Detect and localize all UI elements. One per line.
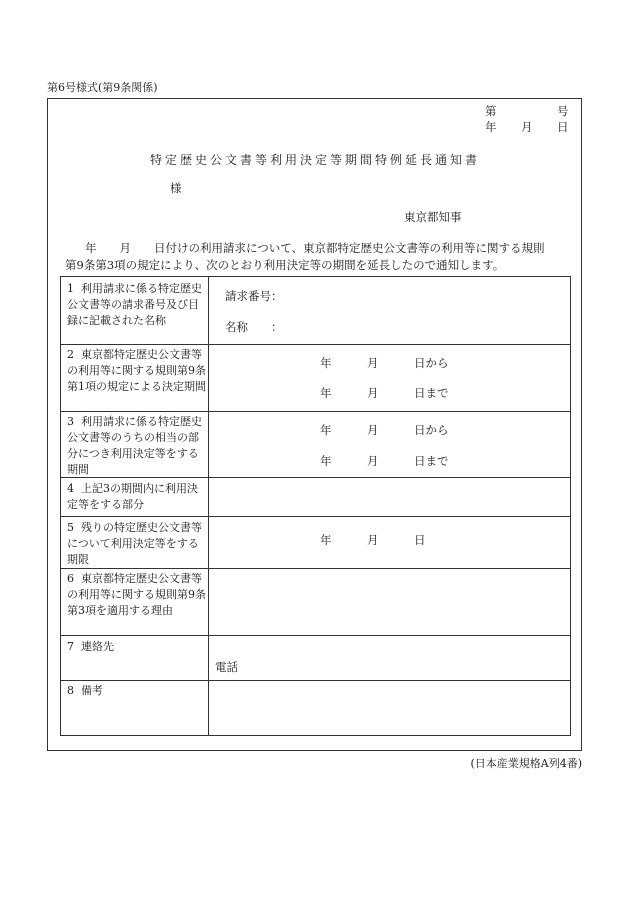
phone-field: 電話 bbox=[215, 660, 238, 674]
details-table bbox=[60, 276, 571, 736]
row-divider bbox=[61, 516, 570, 517]
partial-from-month: 月 bbox=[367, 423, 379, 437]
deadline-day: 日 bbox=[414, 533, 426, 547]
partial-to-year: 年 bbox=[320, 454, 332, 468]
doc-number-suffix: 号 bbox=[557, 104, 569, 118]
date-day-label: 日 bbox=[557, 120, 569, 134]
period-to-month: 月 bbox=[367, 386, 379, 400]
row-divider bbox=[61, 344, 570, 345]
item-5: 5 残りの特定歴史公文書等について利用決定等をする期限 bbox=[67, 521, 202, 566]
document-title: 特定歴史公文書等利用決定等期間特例延長通知書 bbox=[149, 153, 480, 167]
addressee-suffix: 様 bbox=[170, 181, 182, 195]
item-6: 6 東京都特定歴史公文書等の利用等に関する規則第9条第3項を適用する理由 bbox=[67, 572, 206, 617]
period-from-year: 年 bbox=[320, 356, 332, 370]
row-divider bbox=[61, 568, 570, 569]
item-4: 4 上記3の期間内に利用決定等をする部分 bbox=[67, 482, 198, 511]
request-number-field: 請求番号： bbox=[225, 289, 283, 303]
period-to-year: 年 bbox=[320, 386, 332, 400]
partial-to-day: 日まで bbox=[414, 454, 449, 468]
item-8: 8 備考 bbox=[67, 684, 103, 697]
deadline-month: 月 bbox=[367, 533, 379, 547]
item-2: 2 東京都特定歴史公文書等の利用等に関する規則第9条第1項の規定による決定期間 bbox=[67, 348, 206, 393]
body-line-2: 第9条第3項の規定により、次のとおり利用決定等の期間を延長したので通知します。 bbox=[65, 258, 505, 272]
doc-number-prefix: 第 bbox=[485, 104, 497, 118]
partial-to-month: 月 bbox=[367, 454, 379, 468]
partial-from-day: 日から bbox=[414, 423, 449, 437]
period-from-month: 月 bbox=[367, 356, 379, 370]
name-field: 名称 ： bbox=[225, 320, 283, 334]
issuer: 東京都知事 bbox=[404, 210, 462, 224]
paper-size-note: (日本産業規格A列4番) bbox=[470, 757, 582, 770]
period-to-day: 日まで bbox=[414, 386, 449, 400]
item-3: 3 利用請求に係る特定歴史公文書等のうちの相当の部分につき利用決定等をする期間 bbox=[67, 415, 202, 476]
period-from-day: 日から bbox=[414, 356, 449, 370]
row-divider bbox=[61, 680, 570, 681]
body-text bbox=[62, 240, 570, 274]
date-month-label: 月 bbox=[521, 120, 533, 134]
deadline-year: 年 bbox=[320, 533, 332, 547]
body-line-1: 年 月 日付けの利用請求について、東京都特定歴史公文書等の利用等に関する規則 bbox=[62, 241, 545, 255]
item-1: 1 利用請求に係る特定歴史公文書等の請求番号及び目録に記載された名称 bbox=[67, 282, 202, 327]
date-year-label: 年 bbox=[485, 120, 497, 134]
column-divider bbox=[208, 277, 209, 735]
item-7: 7 連絡先 bbox=[67, 640, 114, 653]
partial-from-year: 年 bbox=[320, 423, 332, 437]
row-divider bbox=[61, 411, 570, 412]
form-caption: 第6号様式(第9条関係) bbox=[47, 81, 158, 94]
row-divider bbox=[61, 635, 570, 636]
